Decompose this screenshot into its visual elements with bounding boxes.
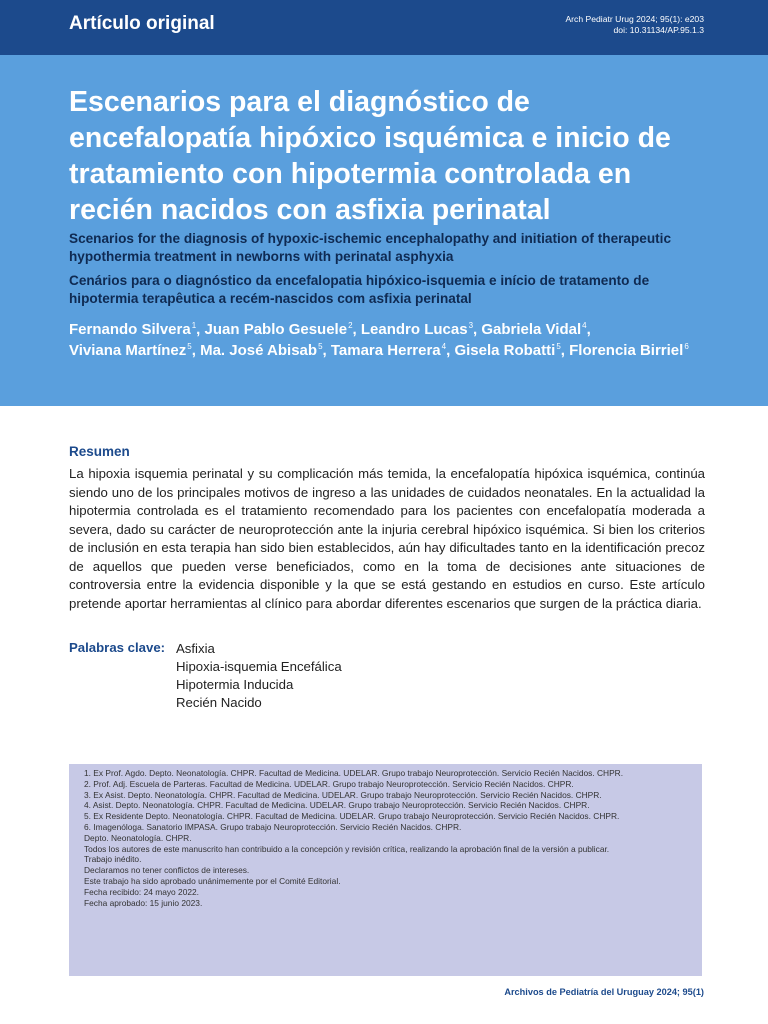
affiliation-marker: 5	[556, 342, 561, 351]
keyword: Asfixia	[176, 641, 215, 656]
author-name: Leandro Lucas	[360, 321, 468, 338]
footnote: 3. Ex Asist. Depto. Neonatología. CHPR. Facultad de Medicina. UDELAR. Grupo trabajo Neuroprotección. Servicio Recién Nacidos. CHPR.	[84, 789, 602, 800]
author-name: Tamara Herrera	[330, 342, 441, 359]
author-list	[69, 319, 709, 361]
footnote: 4. Asist. Depto. Neonatología. CHPR. Facultad de Medicina. UDELAR. Grupo trabajo Neuroprotección. Servicio Recién Nacidos. CHPR.	[84, 800, 590, 811]
footnote: 1. Ex Prof. Agdo. Depto. Neonatología. CHPR. Facultad de Medicina. UDELAR. Grupo trabajo Neuroprotección. Servicio Recién Nacidos. CHPR.	[84, 768, 624, 778]
author: Juan Pablo Gesuele$^2$,	[204, 321, 357, 338]
footnote: 6. Imagenóloga. Sanatorio IMPASA. Grupo trabajo Neuroprotección. Servicio Recién Nacidos. CHPR.	[84, 821, 462, 832]
footnote: Fecha recibido: 24 mayo 2022.	[84, 886, 199, 897]
citation-block	[565, 14, 704, 36]
keywords-label: Palabras clave:	[69, 640, 166, 655]
title-banner	[0, 55, 768, 406]
doi-text: doi: 10.31134/AP.95.1.3	[613, 25, 704, 35]
article-type-label: Artículo original	[69, 13, 215, 34]
author-name: Ma. José Abisab	[200, 342, 318, 359]
affiliation-marker: 5	[187, 342, 192, 351]
footnotes-box	[69, 764, 702, 976]
abstract-heading: Resumen	[69, 444, 130, 459]
affiliation-marker: 3	[468, 321, 474, 330]
author-name: Gabriela Vidal	[481, 321, 582, 338]
keyword: Recién Nacido	[176, 695, 262, 710]
footnote: Este trabajo ha sido aprobado unánimemente por el Comité Editorial.	[84, 875, 341, 886]
author: Viviana Martínez$^5$,	[69, 342, 196, 359]
footnote: Trabajo inédito.	[84, 854, 142, 865]
footnote: Todos los autores de este manuscrito han contribuido a la concepción y revisión crítica, realizando la aprobación final de la versión a publicar.	[84, 843, 610, 854]
article-title: Escenarios para el diagnóstico de encefalopatía hipóxico isquémica e inicio de tratamiento con hipotermia controlada en recién nacidos con asfixia perinatal	[69, 86, 671, 226]
author-name: Florencia Birriel	[569, 342, 684, 359]
abstract-text: La hipoxia isquemia perinatal y su complicación más temida, la encefalopatía hipóxica isquémica, continúa siendo uno de los principales motivos de ingreso a las unidades de cuidados neonatales. En la actualidad la hipotermia controlada es el tratamiento recomendado para los pacientes con encefalopatía moderada a severa, dado su carácter de neuroprotección ante la injuria cerebral hipóxico isquémica. Si bien los criterios de inclusión en esta terapia han sido bien establecidos, aún hay dificultades tanto en la identificación precoz de aquellos que pueden verse beneficiados, como en la toma de decisiones ante situaciones de controversia entre la evidencia disponible y la que se está gestando en estudios en curso. Este artículo pretende aportar herramientas al clínico para abordar diferentes escenarios que surgen de la práctica diaria.	[69, 466, 705, 611]
author: Gisela Robatti$^5$,	[454, 342, 565, 359]
english-title: Scenarios for the diagnosis of hypoxic-ischemic encephalopathy and initiation of therapeutic hypothermia treatment in newborns with perinatal asphyxia	[69, 231, 672, 264]
footnote: 5. Ex Residente Depto. Neonatología. CHPR. Facultad de Medicina. UDELAR. Grupo trabajo Neuroprotección. Servicio Recién Nacidos. CHPR.	[84, 811, 620, 822]
affiliation-marker: 5	[318, 342, 323, 351]
keyword: Hipotermia Inducida	[176, 677, 294, 692]
portuguese-title: Cenários para o diagnóstico da encefalopatia hipóxico-isquemia e início de tratamento de hipotermia terapêutica a recém-nascidos com asfixia perinatal	[69, 273, 650, 306]
author: Leandro Lucas$^3$,	[360, 321, 478, 338]
author: Fernando Silvera$^1$,	[69, 321, 201, 338]
author: Ma. José Abisab$^5$,	[200, 342, 327, 359]
footnote: Declaramos no tener conflictos de intereses.	[84, 865, 250, 876]
author-name: Gisela Robatti	[454, 342, 556, 359]
affiliation-marker: 6	[684, 342, 689, 351]
citation-text: Arch Pediatr Urug 2024; 95(1): e203	[565, 14, 704, 24]
author-name: Juan Pablo Gesuele	[204, 321, 348, 338]
affiliation-marker: 4	[582, 321, 587, 330]
keyword: Hipoxia-isquemia Encefálica	[176, 659, 342, 674]
journal-footer: Archivos de Pediatría del Uruguay 2024; 95(1)	[504, 987, 704, 997]
author: Gabriela Vidal$^4$,	[481, 321, 591, 338]
affiliation-marker: 1	[191, 321, 197, 330]
footnote: 2. Prof. Adj. Escuela de Parteras. Facultad de Medicina. UDELAR. Grupo trabajo Neuroprotección. Servicio Recién Nacidos. CHPR.	[84, 778, 574, 789]
affiliation-marker: 4	[441, 342, 447, 351]
keywords-list	[176, 640, 342, 712]
affiliation-marker: 2	[348, 321, 353, 330]
author: Tamara Herrera$^4$,	[330, 342, 451, 359]
journal-header-bar	[0, 0, 768, 55]
footnote: Fecha aprobado: 15 junio 2023.	[84, 897, 203, 908]
author	[569, 342, 689, 359]
author-name: Viviana Martínez	[69, 342, 187, 359]
footnote: Depto. Neonatología. CHPR.	[84, 832, 192, 843]
author-name: Fernando Silvera	[69, 321, 191, 338]
